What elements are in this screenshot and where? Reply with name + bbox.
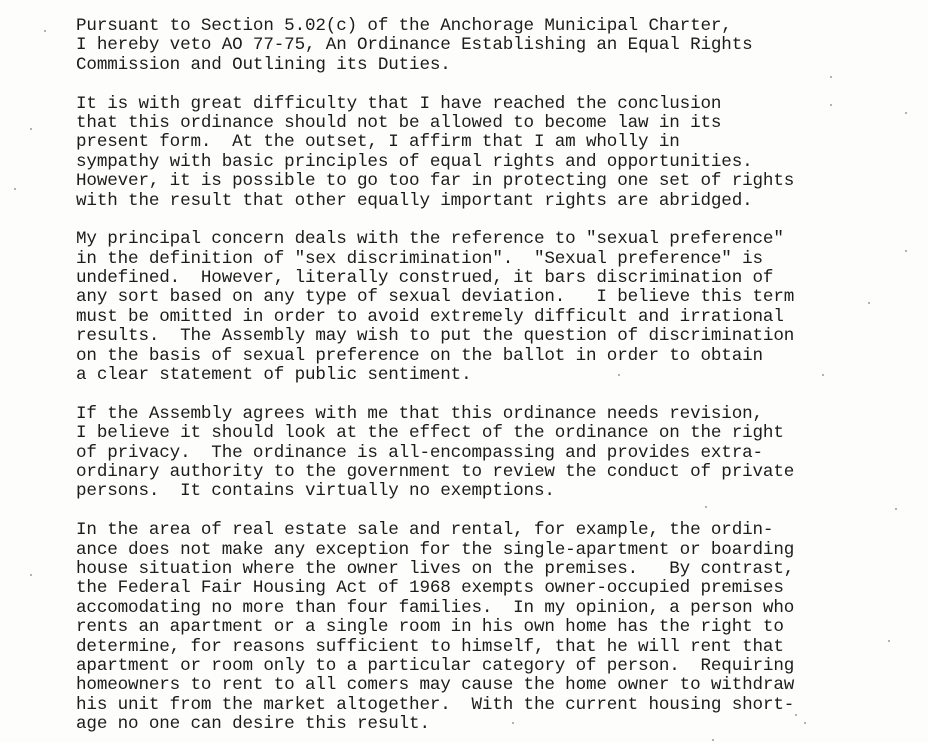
text-line: determine, for reasons sufficient to himself, that he will rent that: [76, 636, 784, 657]
text-line: must be omitted in order to avoid extremely difficult and irrational: [76, 306, 784, 327]
text-line: Commission and Outlining its Duties.: [76, 54, 451, 75]
text-line: homeowners to rent to all comers may cause the home owner to withdraw: [76, 675, 795, 696]
text-line: However, it is possible to go too far in protecting one set of rights: [76, 171, 795, 192]
text-line: of privacy. The ordinance is all-encompassing and provides extra-: [76, 442, 763, 463]
scan-speck: [830, 76, 832, 78]
scan-speck: [830, 104, 832, 106]
text-line: a clear statement of public sentiment.: [76, 365, 472, 386]
scan-speck: [705, 506, 707, 508]
scan-speck: [795, 714, 797, 716]
scan-speck: [512, 722, 514, 724]
scan-speck: [30, 574, 32, 576]
text-line: in the definition of "sex discrimination". "Sexual preference" is: [76, 248, 763, 269]
text-line: accomodating no more than four families. In my opinion, a person who: [76, 597, 795, 618]
paragraph-principal-concern: [76, 230, 906, 385]
text-line: I believe it should look at the effect of the ordinance on the right: [76, 423, 784, 444]
text-line: I hereby veto AO 77-75, An Ordinance Establishing an Equal Rights: [76, 35, 753, 56]
scan-speck: [905, 112, 907, 114]
text-line: that this ordinance should not be allowed to become law in its: [76, 112, 722, 133]
paragraph-right-of-privacy: [76, 405, 906, 502]
scan-speck: [30, 128, 32, 130]
text-line: It is with great difficulty that I have reached the conclusion: [76, 93, 722, 114]
scan-speck: [804, 722, 806, 724]
scan-speck: [905, 250, 907, 252]
text-line: on the basis of sexual preference on the ballot in order to obtain: [76, 345, 763, 366]
text-line: If the Assembly agrees with me that this ordinance needs revision,: [76, 403, 763, 424]
text-line: house situation where the owner lives on the premises. By contrast,: [76, 558, 795, 579]
text-line: persons. It contains virtually no exemptions.: [76, 481, 555, 502]
scan-speck: [868, 302, 870, 304]
scan-speck: [822, 374, 824, 376]
paragraph-veto-statement: [76, 17, 906, 75]
text-line: present form. At the outset, I affirm that I am wholly in: [76, 132, 680, 153]
text-line: apartment or room only to a particular category of person. Requiring: [76, 655, 795, 676]
scan-speck: [14, 188, 16, 190]
text-line: rents an apartment or a single room in his own home has the right to: [76, 617, 784, 638]
scan-speck: [44, 30, 46, 32]
text-line: ordinary authority to the government to review the conduct of private: [76, 461, 795, 482]
scan-speck: [888, 640, 890, 642]
text-line: My principal concern deals with the reference to "sexual preference": [76, 229, 784, 250]
paragraph-difficulty: [76, 95, 906, 211]
text-line: undefined. However, literally construed, it bars discrimination of: [76, 268, 774, 289]
scan-speck: [895, 508, 897, 510]
text-line: any sort based on any type of sexual deviation. I believe this term: [76, 287, 795, 308]
text-line: with the result that other equally important rights are abridged.: [76, 190, 753, 211]
veto-letter-body: [76, 17, 906, 754]
scan-speck: [712, 739, 714, 741]
scan-speck: [618, 374, 620, 376]
text-line: Pursuant to Section 5.02(c) of the Anchorage Municipal Charter,: [76, 16, 732, 36]
text-line: the Federal Fair Housing Act of 1968 exempts owner-occupied premises: [76, 578, 784, 599]
text-line: age no one can desire this result.: [76, 714, 430, 735]
text-line: sympathy with basic principles of equal rights and opportunities.: [76, 151, 753, 172]
text-line: In the area of real estate sale and rental, for example, the ordin-: [76, 520, 774, 541]
text-line: ance does not make any exception for the single-apartment or boarding: [76, 539, 795, 560]
paragraph-real-estate: [76, 521, 906, 734]
text-line: results. The Assembly may wish to put the question of discrimination: [76, 326, 795, 347]
text-line: his unit from the market altogether. With the current housing short-: [76, 694, 795, 715]
